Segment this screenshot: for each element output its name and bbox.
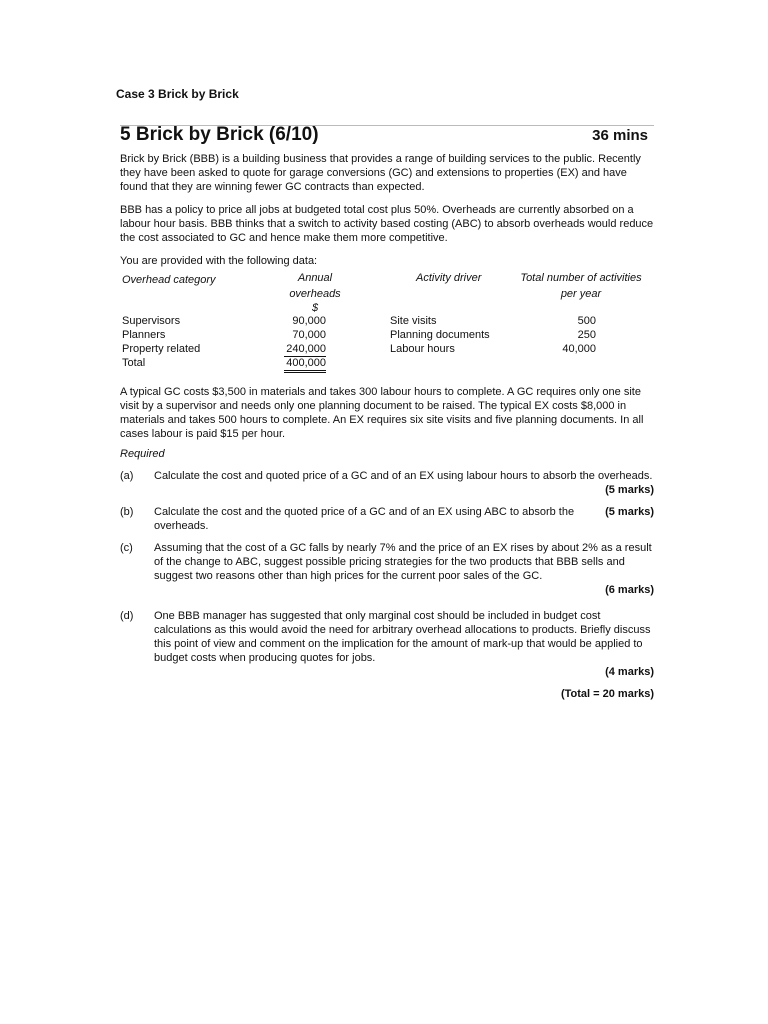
question-marks: (5 marks) xyxy=(605,506,654,518)
question-header xyxy=(120,125,654,143)
header-driver: Activity driver xyxy=(416,272,482,284)
question-marks: (4 marks) xyxy=(605,666,654,678)
row-amount: 70,000 xyxy=(292,329,326,341)
question-time: 36 mins xyxy=(592,127,648,144)
question-text: Calculate the cost and the quoted price of a GC and of an EX using ABC to absorb the overheads. xyxy=(154,506,575,532)
overhead-table xyxy=(120,271,654,371)
question-text: Assuming that the cost of a GC falls by nearly 7% and the price of an EX rises by about 2% as a result of the change to ABC, suggest possible pricing strategies for the two products that BBB sells and suggest two reasons other than high prices for the current poor sales of the GC. xyxy=(154,542,652,582)
data-intro: You are provided with the following data: xyxy=(120,255,318,267)
question-letter: (d) xyxy=(120,610,134,622)
header-total-1: Total number of activities xyxy=(520,272,642,284)
row-driver: Planning documents xyxy=(390,329,490,341)
question-text: Calculate the cost and quoted price of a GC and of an EX using labour hours to absorb the overheads. xyxy=(154,470,653,482)
question-a xyxy=(120,469,654,497)
header-annual-2: overheads xyxy=(289,288,341,300)
total-marks: (Total = 20 marks) xyxy=(560,688,654,700)
required-label: Required xyxy=(120,448,165,460)
question-d xyxy=(120,609,654,679)
policy-paragraph: BBB has a policy to price all jobs at budgeted total cost plus 50%. Overheads are currently absorbed on a labour hour basis. BBB thinks that a switch to activity based costing (ABC) to absorb overheads would reduce the cost associated to GC and hence make them more competitive. xyxy=(120,204,654,244)
row-driver: Labour hours xyxy=(390,343,455,355)
row-driver: Site visits xyxy=(390,315,437,327)
materials-paragraph: A typical GC costs $3,500 in materials and takes 300 labour hours to complete. A GC requires only one site visit by a supervisor and needs only one planning document to be raised. The typical EX costs $8,000 in materials and takes 500 hours to complete. An EX requires six site visits and five planning documents. In all cases labour is paid $15 per hour. xyxy=(120,386,644,440)
header-annual-1: Annual xyxy=(297,272,333,284)
header-annual-3: $ xyxy=(311,302,319,314)
header-category: Overhead category xyxy=(122,274,216,286)
row-amount: 240,000 xyxy=(284,342,326,357)
row-category: Total xyxy=(122,357,146,369)
row-category: Property related xyxy=(122,343,201,355)
row-count: 250 xyxy=(577,329,596,341)
header-total-2: per year xyxy=(560,288,602,300)
question-scan xyxy=(120,125,654,701)
question-c xyxy=(120,541,654,597)
row-amount: 400,000 xyxy=(284,356,326,373)
row-count: 500 xyxy=(577,315,596,327)
row-category: Planners xyxy=(122,329,166,341)
question-title: 5 Brick by Brick (6/10) xyxy=(120,124,319,145)
question-marks: (5 marks) xyxy=(605,484,654,496)
row-count: 40,000 xyxy=(562,343,596,355)
question-letter: (b) xyxy=(120,506,134,518)
intro-paragraph: Brick by Brick (BBB) is a building business that provides a range of building services to the public. Recently they have been asked to quote for garage conversions (GC) and extensions to properties (EX) and have found that they are winning fewer GC contracts than expected. xyxy=(120,153,641,193)
question-b xyxy=(120,505,654,533)
case-title: Case 3 Brick by Brick xyxy=(116,87,239,101)
row-amount: 90,000 xyxy=(292,315,326,327)
question-text: One BBB manager has suggested that only marginal cost should be included in budget cost calculations as this would avoid the need for arbitrary overhead allocations to products. Briefly discuss this point of view and comment on the implication for the amount of mark-up that would be applied to budget costs when producing quotes for jobs. xyxy=(154,610,651,664)
question-letter: (a) xyxy=(120,470,134,482)
question-marks: (6 marks) xyxy=(605,584,654,596)
question-letter: (c) xyxy=(120,542,133,554)
row-category: Supervisors xyxy=(122,315,181,327)
